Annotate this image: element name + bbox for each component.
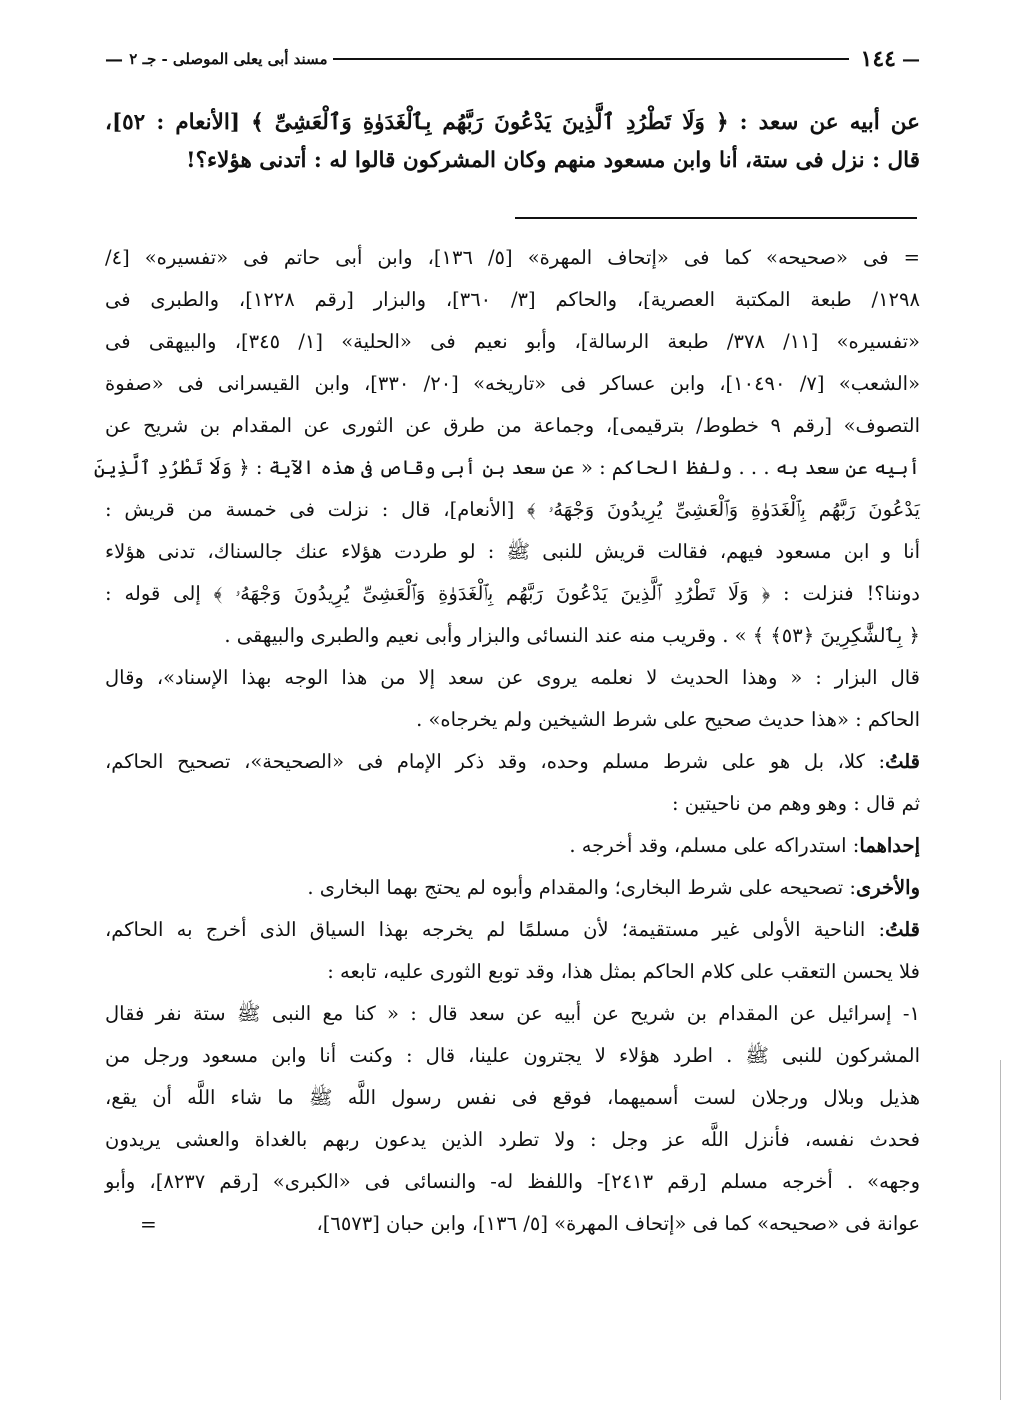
scan-artifact-line [1000, 1060, 1001, 1400]
footnote-text: = فى «صحيحه» كما فى «إتحاف المهرة» [٥/ ١٣٦]، وابن أبى حاتم فى «تفسيره» [٤/ [105, 246, 920, 269]
footnote-line [105, 615, 920, 657]
footnote-lead-word: والأخرى [855, 876, 920, 899]
footnote-line [105, 237, 920, 279]
footnote-text: أبيه عن سعد به . . . ولفظ الحاكم : « عن سعد بن أبى وقاص فى هذه الآية : ﴿ وَلَا تَطْرُدِ ٱلَّذِينَ [93, 456, 920, 479]
page-number: ١٤٤ [860, 46, 896, 72]
footnote-line [105, 573, 920, 615]
continuation-mark: = [140, 1212, 157, 1236]
footnote-separator [515, 217, 917, 219]
footnote-line [105, 699, 920, 741]
header-rule [333, 58, 848, 60]
footnote-text: فلا يحسن التعقب على كلام الحاكم بمثل هذا، وقد توبع الثورى عليه، تابعه : [327, 960, 920, 983]
footnote-line [105, 741, 920, 783]
footnote-line [105, 1035, 920, 1077]
footnote-text: ١٢٩٨/ طبعة المكتبة العصرية]، والحاكم [٣/ ٣٦٠]، والبزار [رقم ١٢٢٨]، والطبرى فى [105, 288, 920, 311]
footnote-line [105, 531, 920, 573]
footnote-text: أنا و ابن مسعود فيهم، فقالت قريش للنبى ﷺ : لو طردت هؤلاء عنك جالسناك، تدنى هؤلاء [105, 540, 920, 563]
footnote-line [105, 405, 920, 447]
footnote-text: المشركون للنبى ﷺ . اطرد هؤلاء لا يجترون علينا، قال : وكنت أنا وابن مسعود ورجل من [105, 1044, 920, 1067]
footnote-line [105, 1077, 920, 1119]
header-dash: — [105, 48, 130, 70]
footnote-line [105, 363, 920, 405]
main-text-line: عن أبيه عن سعد : ﴿ وَلَا تَطْرُدِ ٱلَّذِينَ يَدْعُونَ رَبَّهُم بِٱلْغَدَوٰةِ وَٱلْعَشِىِّ ﴾ [الأنعام : ٥٢]، [105, 110, 920, 135]
footnote-text: الحاكم : «هذا حديث صحيح على شرط الشيخين ولم يخرجاه» . [416, 708, 920, 731]
footnote-text: «الشعب» [٧/ ١٠٤٩٠]، وابن عساكر فى «تاريخه» [٢٠/ ٣٣٠]، وابن القيسرانى فى «صفوة [105, 372, 920, 395]
footnote-line [105, 951, 920, 993]
footnote-line [105, 321, 920, 363]
page-header [105, 42, 920, 76]
footnote-text: عوانة فى «صحيحه» كما فى «إتحاف المهرة» [٥/ ١٣٦]، وابن حبان [٦٥٧٣]، [316, 1212, 920, 1235]
footnote-text: يَدْعُونَ رَبَّهُم بِٱلْغَدَوٰةِ وَٱلْعَشِىِّ يُرِيدُونَ وَجْهَهُۥ ﴾ [الأنعام]، قال : نزلت فى خمسة من قريش : [105, 498, 920, 521]
footnote-text: «تفسيره» [١١/ ٣٧٨/ طبعة الرسالة]، وأبو نعيم فى «الحلية» [١/ ٣٤٥]، والبيهقى فى [105, 330, 920, 353]
footnote-line [105, 1161, 920, 1203]
footnote-line [105, 783, 920, 825]
main-text [105, 104, 920, 180]
footnote-line [105, 489, 920, 531]
footnote-text: ﴿ بِٱلشَّٰكِرِينَ ﴿٥٣﴾ ﴾ » . وقريب منه عند النسائى والبزار وأبى نعيم والطبرى والبيهقى . [224, 624, 920, 647]
footnotes [93, 237, 921, 1245]
footnote-text: قال البزار : « وهذا الحديث لا نعلمه يروى عن سعد إلا من هذا الوجه بهذا الإسناد»، وقال [105, 666, 920, 689]
footnote-text: التصوف» [رقم ٩ خطوط/ بترقيمى]، وجماعة من طرق عن الثورى عن المقدام بن شريح عن [105, 414, 920, 437]
footnote-line [105, 825, 920, 867]
footnote-text: فحدث نفسه، فأنزل اللَّه عز وجل : ولا تطرد الذين يدعون ربهم بالغداة والعشى يريدون [105, 1128, 920, 1151]
footnote-lead-word: إحداهما [859, 834, 920, 857]
footnote-line [105, 867, 920, 909]
footnote-text: ١- إسرائيل عن المقدام بن شريح عن أبيه عن سعد قال : « كنا مع النبى ﷺ ستة نفر فقال [105, 1002, 920, 1025]
footnote-line [105, 1119, 920, 1161]
footnote-line [105, 909, 920, 951]
footnote-line [105, 279, 920, 321]
footnote-text: : استدراكه على مسلم، وقد أخرجه . [569, 834, 860, 857]
header-dash: — [902, 48, 920, 70]
footnote-text: دوننا؟! فنزلت : ﴿ وَلَا تَطْرُدِ ٱلَّذِينَ يَدْعُونَ رَبَّهُم بِٱلْغَدَوٰةِ وَٱلْعَشِىِّ يُرِيدُونَ وَجْهَهُۥ ﴾ إلى قوله : [105, 582, 920, 605]
footnote-lead-word: قلتُ [885, 750, 920, 773]
main-text-line: قال : نزل فى ستة، أنا وابن مسعود منهم وكان المشركون قالوا له : أتدنى هؤلاء؟! [186, 148, 920, 173]
footnote-line [105, 993, 920, 1035]
footnote-lead-word: قلتُ [885, 918, 920, 941]
footnote-line [93, 447, 920, 489]
footnote-text: ثم قال : وهو وهم من ناحيتين : [671, 792, 920, 815]
footnote-line [105, 1203, 920, 1245]
footnote-line [105, 657, 920, 699]
footnote-text: وجهه» . أخرجه مسلم [رقم ٢٤١٣]- واللفظ له- والنسائى فى «الكبرى» [رقم ٨٢٣٧]، وأبو [105, 1170, 921, 1193]
running-title: مسند أبى يعلى الموصلى - جـ ٢ [129, 50, 328, 68]
footnote-text: هذيل وبلال ورجلان لست أسميهما، فوقع فى نفس رسول اللَّه ﷺ ما شاء اللَّه أن يقع، [105, 1086, 920, 1109]
footnote-text: : تصحيحه على شرط البخارى؛ والمقدام وأبوه لم يحتج بهما البخارى . [307, 876, 856, 899]
footnote-text: : كلا، بل هو على شرط مسلم وحده، وقد ذكر الإمام فى «الصحيحة»، تصحيح الحاكم، [105, 750, 886, 773]
footnote-text: : الناحية الأولى غير مستقيمة؛ لأن مسلمًا لم يخرجه بهذا السياق الذى أخرج به الحاكم، [105, 918, 886, 941]
